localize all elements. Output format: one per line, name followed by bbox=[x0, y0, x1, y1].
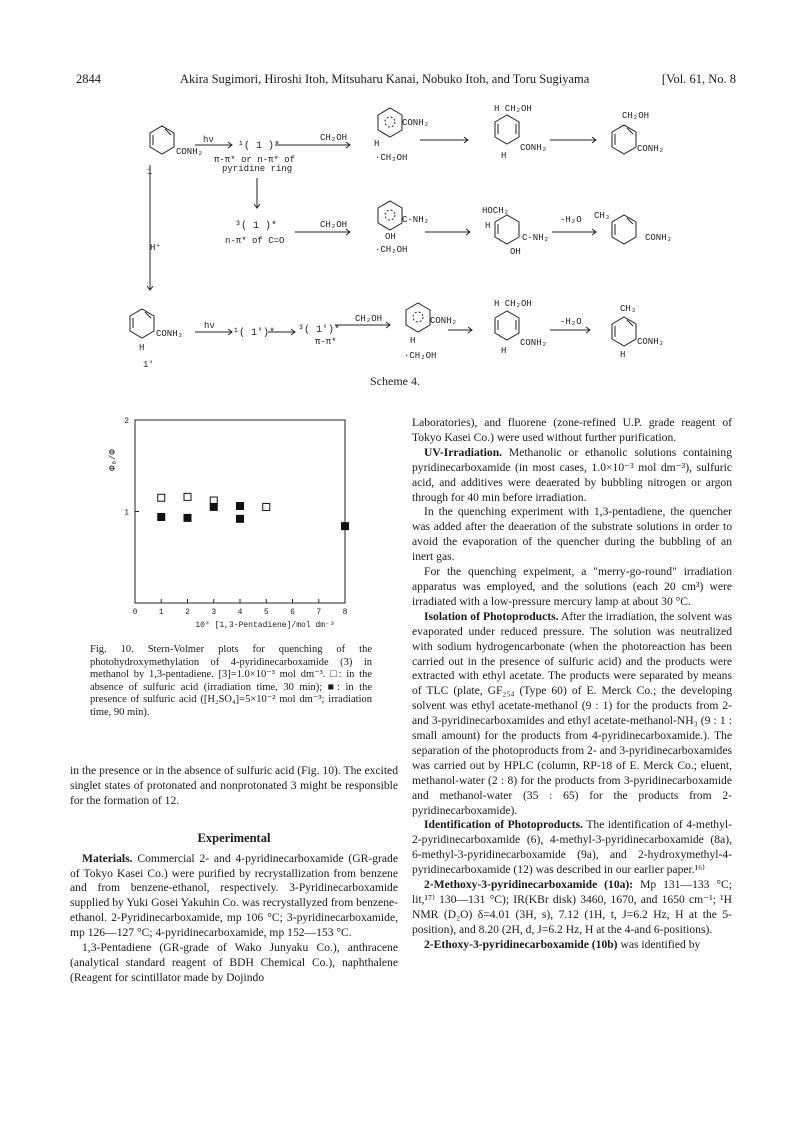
filled-square-point bbox=[237, 515, 244, 522]
scheme-triplet-1: ³( 1 )* bbox=[235, 221, 278, 232]
scheme-ch3-p3: CH₃ bbox=[620, 304, 637, 314]
scheme-conh2-d1: CONH₂ bbox=[520, 143, 548, 153]
plot-frame bbox=[135, 420, 345, 603]
open-square-point bbox=[158, 494, 165, 501]
paragraph-text: Commercial 2- and 4-pyridinecarboxamide (GR-grade of Tokyo Kasei Co.) were purified by recrystallization from benzene and from benzene-ethanol, respectively. 3-Pyridinecarboxamide supplied by Yuki Gosei Yakuhin Co. was recrystallyzed from benzene-ethanol. 2-Pyridinecarboxamide, mp 106 °C; 3-pyridinecarboxamide, mp 126—127 °C; 4-pyridinecarboxamide, mp 152—153 °C. bbox=[70, 851, 398, 940]
scheme-ch2oh-rad-2: ·CH₂OH bbox=[375, 245, 408, 255]
scheme-conh2-p3: CONH₂ bbox=[637, 337, 665, 347]
scheme-h-d2: H bbox=[485, 221, 491, 231]
paragraph-text: Methanolic or ethanolic solutions containing pyridinecarboxamide (in most cases, 1.0×10⁻³ mol dm⁻³), sulfuric acid, and additives were deaerated by bubbling nitrogen or argon through for 40 min before irradiation. bbox=[412, 445, 732, 504]
section-heading: Experimental bbox=[197, 830, 271, 845]
right-column bbox=[412, 416, 732, 953]
author-list: Akira Sugimori, Hiroshi Itoh, Mitsuharu Kanai, Nobuko Itoh, and Toru Sugiyama bbox=[180, 72, 590, 86]
run-in-heading: 2-Methoxy-3-pyridinecarboxamide (10a): bbox=[424, 878, 634, 892]
scheme-label: Scheme 4. bbox=[370, 374, 420, 388]
y-tick-label: 1 bbox=[124, 508, 129, 518]
paragraph-text: was identified by bbox=[617, 937, 701, 951]
filled-square-point bbox=[184, 514, 191, 521]
scheme-minus-h2o-2: -H₂O bbox=[560, 215, 582, 225]
scheme-ch2oh-2: CH₂OH bbox=[320, 220, 348, 230]
x-axis-label: 10⁴ [1,3-Pentadiene]/mol dm⁻³ bbox=[195, 621, 335, 630]
scheme-ch3-p2: CH₃ bbox=[594, 211, 611, 221]
body-paragraph bbox=[412, 818, 732, 878]
scheme-singlet-note-2: pyridine ring bbox=[222, 164, 293, 174]
scheme-pi-pi: π-π* bbox=[315, 337, 337, 347]
x-tick-label: 1 bbox=[158, 608, 164, 617]
scheme-h-p3: H bbox=[620, 350, 626, 360]
body-paragraph bbox=[412, 446, 732, 506]
y-axis-label: Φ₀/Φ bbox=[108, 449, 118, 471]
scheme-h-plus: H⁺ bbox=[150, 243, 161, 253]
body-paragraph: Laboratories), and fluorene (zone-refined U.P. grade reagent of Tokyo Kasei Co.) were used without further purification. bbox=[412, 416, 732, 444]
scheme-conh2-r3: CONH₂ bbox=[430, 316, 458, 326]
scheme-h-r3: H bbox=[410, 336, 416, 346]
body-paragraph: in the presence or in the absence of sulfuric acid (Fig. 10). The excited singlet states of protonated and nonprotonated 3 might be responsible for the formation of 12. bbox=[70, 764, 398, 807]
open-square-point bbox=[263, 503, 270, 510]
scheme-h-ch2oh-1: H CH₂OH bbox=[494, 104, 532, 114]
scheme-compound-1p: 1' bbox=[143, 360, 154, 370]
x-tick-label: 3 bbox=[211, 608, 217, 617]
scheme-conh2-1p: CONH₂ bbox=[156, 329, 184, 339]
body-paragraph bbox=[70, 852, 398, 941]
scheme-ch2oh-1: CH₂OH bbox=[320, 133, 348, 143]
scheme-ch2oh-rad-1: ·CH₂OH bbox=[375, 153, 408, 163]
scheme-conh2-1: CONH₂ bbox=[176, 147, 204, 157]
filled-square-point bbox=[158, 513, 165, 520]
scheme-conh2-p1: CONH₂ bbox=[637, 144, 665, 154]
scheme-conh2-p2: CONH₂ bbox=[645, 233, 673, 243]
filled-square-point bbox=[342, 523, 349, 530]
page-number: 2844 bbox=[76, 72, 101, 86]
scheme-compound-1: 1 bbox=[147, 167, 153, 177]
scheme-triplet-note: n-π* of C=O bbox=[225, 236, 285, 246]
y-tick-label: 2 bbox=[124, 417, 129, 426]
scheme-ch2oh-p1: CH₂OH bbox=[622, 111, 650, 121]
scheme-h-1p: H bbox=[139, 343, 145, 353]
scheme-ch2oh-3: CH₂OH bbox=[355, 314, 383, 324]
figure-caption: Fig. 10. Stern-Volmer plots for quenching of the photohydroxymethylation of 4-pyridinecarboxamide (3) in methanol by 1,3-pentadiene. [3]=1.0×10⁻³ mol dm⁻³. □: in the absence of sulfuric acid (irradiation time, 30 min); ■: in the presence of sulfuric acid ([H₂SO₄]=5×10⁻² mol dm⁻³; irradiation time, 90 min). bbox=[90, 644, 372, 718]
run-in-heading: 2-Ethoxy-3-pyridinecarboxamide (10b) bbox=[424, 937, 618, 951]
scheme-conh2-r1: CONH₂ bbox=[402, 118, 430, 128]
scheme-triplet-1p: ³( 1')* bbox=[298, 325, 341, 336]
body-paragraph: For the quenching expeiment, a "merry-go-round" irradiation apparatus was employed, and the solutions (each 20 cm³) were irradiated with a low-pressure mercury lamp at about 30 °C. bbox=[412, 565, 732, 608]
reaction-scheme bbox=[0, 0, 793, 400]
paragraph-text: After the irradiation, the solvent was evaporated under reduced pressure. The solution was neutralized with sodium hydrogencarbonate (when the photoreaction has been carried out in the presence of sulfuric acid) and the products were extracted with ethyl acetate. The products were separated by means of TLC (plate, GF₂₅₄ (Type 60) of E. Merck Co.; the developing solvent was ethyl acetate-methanol (9 : 1) for the products from 2- and 3-pyridinecarboxamides and ethyl acetate-methanol-NH₃ (9 : 1 : small amount) for the products from 4-pyridinecarboxamide.). The separation of the photoproducts from 2- and 3-pyridinecarboxamides was carried out by HPLC (column, RP-18 of E. Merck Co.; eluent, methanol-water (2 : 8) for the products from 3-pyridinecarboxamide and methanol-water (35 : 65) for the products from 2-pyridinecarboxamide). bbox=[412, 609, 732, 817]
x-tick-label: 4 bbox=[237, 608, 243, 617]
scheme-singlet-1p: ¹( 1')* bbox=[233, 328, 276, 339]
body-paragraph bbox=[412, 878, 732, 938]
x-tick-label: 2 bbox=[185, 608, 190, 617]
scheme-h-ch2oh-3: H CH₂OH bbox=[494, 299, 532, 309]
filled-square-point bbox=[237, 503, 244, 510]
left-column bbox=[70, 764, 398, 986]
chart-svg bbox=[95, 408, 385, 638]
x-tick-label: 0 bbox=[132, 608, 138, 617]
scheme-h-d1: H bbox=[501, 151, 507, 161]
x-tick-label: 5 bbox=[263, 608, 269, 617]
run-in-heading: Materials. bbox=[82, 851, 133, 865]
paragraph-text: The identification of 4-methyl-2-pyridinecarboxamide (6), 4-methyl-3-pyridinecarboxamide (8a), 6-methyl-3-pyridinecarboxamide (9a), and 2-hydroxymethyl-4-pyridinecarboxamide (12) was described in our earlier paper.¹⁶⁾ bbox=[412, 818, 732, 877]
scheme-oh-d2: OH bbox=[510, 247, 521, 257]
body-paragraph: In the quenching experiment with 1,3-pentadiene, the quencher was added after the deaeration of the substrate solutions in order to avoid the evaporation of the quencher during the bubbling of an inert gas. bbox=[412, 505, 732, 564]
filled-square-point bbox=[210, 503, 217, 510]
scheme-hv-3: hν bbox=[204, 321, 215, 331]
x-tick-label: 6 bbox=[290, 608, 295, 617]
x-tick-label: 7 bbox=[316, 608, 322, 617]
scheme-h-d3: H bbox=[501, 346, 507, 356]
stern-volmer-plot bbox=[95, 408, 385, 638]
scheme-hoch2: HOCH₂ bbox=[482, 206, 510, 216]
body-paragraph bbox=[412, 938, 732, 953]
scheme-singlet-note-1: π-π* or n-π* of bbox=[214, 155, 296, 165]
body-paragraph: 1,3-Pentadiene (GR-grade of Wako Junyaku Co.), anthracene (analytical standard reagent of BDH Chemical Co.), naphthalene (Reagent for scintillator made by Dojindo bbox=[70, 941, 398, 984]
scheme-c-nh2-d2: C-NH₂ bbox=[522, 233, 550, 243]
run-in-heading: Identification of Photoproducts. bbox=[424, 818, 584, 832]
paragraph-text: Mp 131—133 °C; lit,¹⁷⁾ 130—131 °C); IR(KBr disk) 3460, 1670, and 1650 cm⁻¹; ¹H NMR (D₂O) δ=4.01 (3H, s), 7.12 (1H, t, J=6.2 Hz, H at the 5-position), and 8.20 (2H, d, J=6.2 Hz, H at the 4-and 6-positions). bbox=[412, 878, 732, 936]
body-paragraph bbox=[412, 610, 732, 819]
open-square-point bbox=[184, 493, 191, 500]
x-tick-label: 8 bbox=[342, 608, 348, 617]
scheme-singlet-1: ¹( 1 )* bbox=[238, 141, 281, 152]
scheme-minus-h2o-3: -H₂O bbox=[560, 317, 582, 327]
scheme-conh2-d3: CONH₂ bbox=[520, 338, 548, 348]
run-in-heading: Isolation of Photoproducts. bbox=[424, 609, 559, 623]
volume-info: [Vol. 61, No. 8 bbox=[661, 72, 736, 86]
scheme-h-r1: H bbox=[374, 139, 380, 149]
scheme-oh-r2: OH bbox=[385, 232, 396, 242]
run-in-heading: UV-Irradiation. bbox=[424, 445, 503, 459]
scheme-c-nh2-r2: C-NH₂ bbox=[402, 215, 430, 225]
scheme-ch2oh-rad-3: ·CH₂OH bbox=[404, 351, 437, 361]
scheme-hv-1: hν bbox=[203, 135, 214, 145]
